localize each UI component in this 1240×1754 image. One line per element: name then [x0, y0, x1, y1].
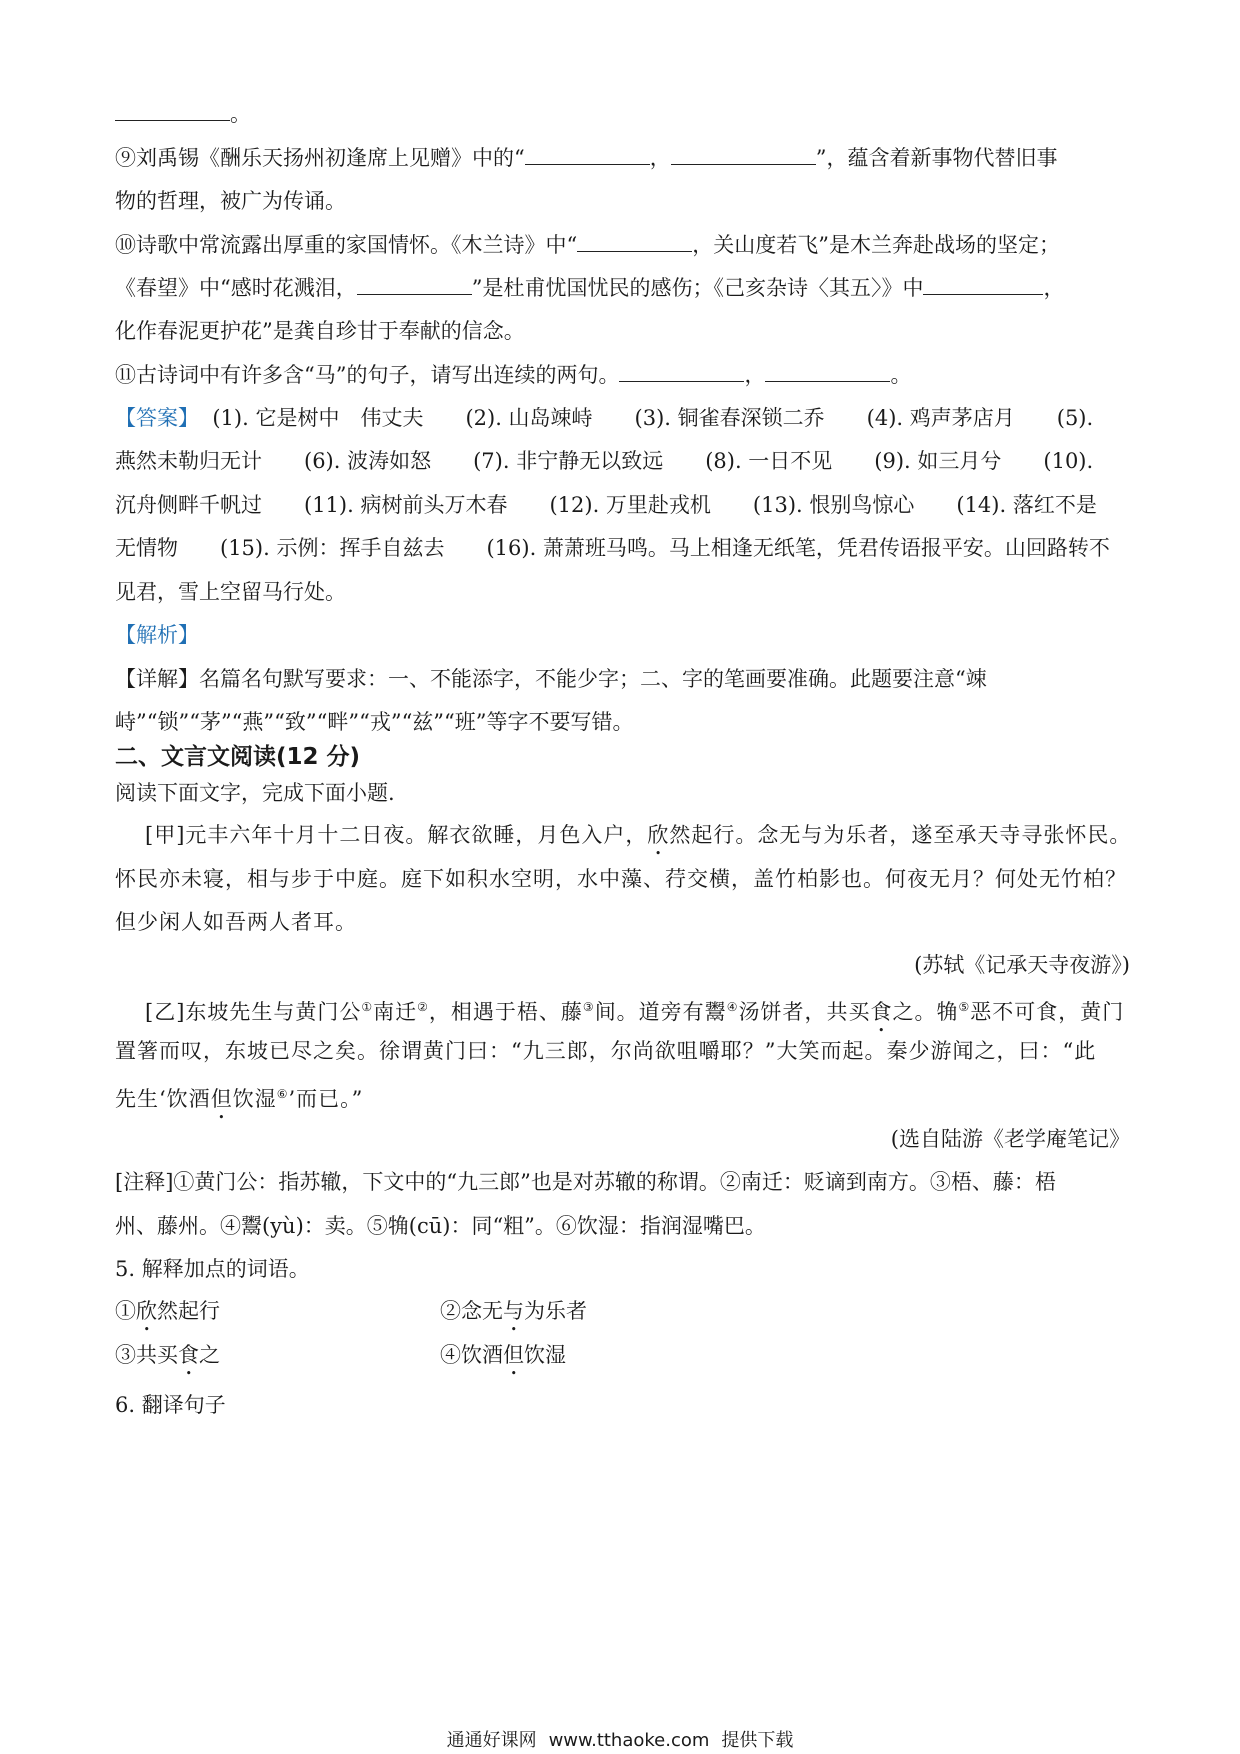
passage-a-line-2: 怀民亦未寝，相与步于中庭。庭下如积水空明，水中藻、荇交横，盖竹柏影也。何夜无月？何处无竹柏？ — [115, 867, 1127, 891]
passage-b-text: [乙]东坡先生与黄门公 — [145, 1000, 362, 1024]
passage-b-line-3 — [115, 1079, 1130, 1124]
footnote-mark: ④ — [726, 1000, 739, 1014]
q9-sep: ， — [649, 146, 671, 170]
section-instruction: 阅读下面文字，完成下面小题. — [115, 781, 395, 805]
q9-blank-1[interactable] — [525, 142, 650, 165]
q10-line-3: 化作春泥更护花”是龚自珍甘于奉献的信念。 — [115, 319, 525, 343]
answer-line-4: 无情物 (15). 示例：挥手自兹去 (16). 萧萧班马鸣。马上相逢无纸笔，凭君传语报平安。山回路转不 — [115, 536, 1110, 560]
footnote-mark: ③ — [582, 1000, 595, 1014]
q5-item-text: ① — [115, 1299, 136, 1323]
dotted-word: 欣 — [647, 823, 670, 847]
answer-line-1 — [115, 403, 1130, 433]
q11-end: 。 — [890, 363, 912, 387]
passage-b-line-2: 置箸而叹，东坡已尽之矣。徐谓黄门曰：“九三郎，尔尚欲咀嚼耶？”大笑而起。秦少游闻之，曰：“此 — [115, 1039, 1097, 1063]
section-heading: 二、文言文阅读(12 分) — [115, 744, 361, 770]
q10-text-2c: ， — [1043, 276, 1065, 300]
q10-blank-3[interactable] — [923, 272, 1043, 295]
q10-text-1b: ，关山度若飞”是木兰奔赴战场的坚定； — [692, 233, 1060, 257]
footnote-mark: ② — [417, 1000, 429, 1014]
passage-b-text: 汤饼者，共买 — [738, 1000, 871, 1024]
q11-line — [115, 359, 1130, 390]
passage-b-text: 之。觕 — [892, 1000, 959, 1024]
footnote-mark: ⑤ — [958, 1000, 971, 1014]
q11-text: ⑪古诗词中有许多含“马”的句子，请写出连续的两句。 — [115, 363, 620, 387]
passage-b-line-1 — [145, 992, 1160, 1037]
footnote-mark: ⑥ — [276, 1087, 289, 1101]
passage-a-line-1 — [145, 820, 1160, 860]
passage-a-text-1a: [甲]元丰六年十月十二日夜。解衣欲睡，月色入户， — [145, 823, 648, 847]
analysis-detail-1: 【详解】名篇名句默写要求：一、不能添字，不能少字；二、字的笔画要准确。此题要注意“竦 — [115, 667, 987, 691]
answer-blank[interactable] — [115, 98, 230, 121]
q5-item-text: ③共买 — [115, 1343, 178, 1367]
top-fragment-line — [115, 98, 1130, 129]
passage-b-text: 先生‘饮酒 — [115, 1087, 211, 1111]
q10-text-1a: ⑩诗歌中常流露出厚重的家国情怀。《木兰诗》中“ — [115, 233, 578, 257]
q9-line-2: 物的哲理，被广为传诵。 — [115, 189, 346, 213]
dotted-word: 食 — [178, 1343, 199, 1367]
notes-line-2: 州、藤州。④鬻(yù)：卖。⑤觕(cū)：同“粗”。⑥饮湿：指润湿嘴巴。 — [115, 1214, 766, 1238]
dotted-word: 食 — [870, 1000, 893, 1024]
q5-item-4 — [440, 1340, 740, 1380]
q10-text-2b: ”是杜甫忧国忧民的感伤；《己亥杂诗〈其五〉》中 — [471, 276, 924, 300]
q11-blank-1[interactable] — [619, 359, 744, 382]
answer-line-3: 沉舟侧畔千帆过 (11). 病树前头万木春 (12). 万里赴戎机 (13). 恨别鸟惊心 (14). 落红不是 — [115, 493, 1097, 517]
analysis-tag: 【解析】 — [115, 623, 199, 647]
q5-item-text: 然起行 — [157, 1299, 220, 1323]
q10-line-1 — [115, 229, 1130, 260]
page-footer — [0, 1726, 1240, 1752]
q5-item-3 — [115, 1340, 415, 1380]
passage-a-text-1b: 然起行。念无与为乐者，遂至承天寺寻张怀民。 — [669, 823, 1132, 847]
footer-site: 通通好课网 — [446, 1730, 537, 1751]
dotted-word: 与 — [503, 1299, 524, 1323]
passage-a-line-3: 但少闲人如吾两人者耳。 — [115, 910, 357, 934]
fragment-end: 。 — [230, 102, 251, 126]
q9-suffix: ”，蕴含着新事物代替旧事 — [815, 146, 1058, 170]
answer-tag: 【答案】 — [115, 406, 199, 430]
dotted-word: 但 — [503, 1343, 524, 1367]
dotted-word: 但 — [210, 1087, 233, 1111]
q10-blank-1[interactable] — [577, 229, 692, 252]
passage-b-text: 南迁 — [373, 1000, 418, 1024]
passage-b-text: ’而已。” — [288, 1087, 364, 1111]
q9-line-1 — [115, 142, 1130, 173]
q5-title: 5. 解释加点的词语。 — [115, 1257, 310, 1281]
notes-line-1: [注释]①黄门公：指苏辙，下文中的“九三郎”也是对苏辙的称谓。②南迁：贬谪到南方。③梧、藤：梧 — [115, 1170, 1056, 1194]
answer-text: (1). 它是树中 伟丈夫 (2). 山岛竦峙 (3). 铜雀春深锁二乔 (4). 鸡声茅店月 (5). — [212, 406, 1094, 430]
q9-prefix: ⑨刘禹锡《酬乐天扬州初逢席上见赠》中的“ — [115, 146, 525, 170]
passage-b-text: 恶不可食，黄门 — [970, 1000, 1125, 1024]
footnote-mark: ① — [361, 1000, 374, 1014]
passage-b-text: 饮湿 — [232, 1087, 277, 1111]
q11-blank-2[interactable] — [765, 359, 890, 382]
answer-line-5: 见君，雪上空留马行处。 — [115, 580, 346, 604]
passage-b-source: (选自陆游《老学庵笔记》 — [890, 1127, 1130, 1151]
footer-note: 提供下载 — [721, 1730, 794, 1751]
q5-item-text: ④饮酒 — [440, 1343, 503, 1367]
q5-item-2 — [440, 1296, 740, 1336]
q5-item-text: 之 — [199, 1343, 220, 1367]
passage-b-text: ，相遇于梧、藤 — [428, 1000, 583, 1024]
q5-item-text: 为乐者 — [524, 1299, 587, 1323]
q9-blank-2[interactable] — [671, 142, 816, 165]
passage-a-source: (苏轼《记承天寺夜游》) — [914, 953, 1130, 977]
passage-b-text: 间。道旁有鬻 — [594, 1000, 727, 1024]
q5-item-1 — [115, 1296, 415, 1336]
analysis-detail-2: 峙”“锁”“茅”“燕”“致”“畔”“戎”“兹”“班”等字不要写错。 — [115, 710, 634, 734]
q10-text-2a: 《春望》中“感时花溅泪， — [115, 276, 357, 300]
q10-line-2 — [115, 272, 1130, 303]
q10-blank-2[interactable] — [357, 272, 472, 295]
answer-line-2: 燕然未勒归无计 (6). 波涛如怒 (7). 非宁静无以致远 (8). 一日不见 (9). 如三月兮 (10). — [115, 449, 1094, 473]
q6-title: 6. 翻译句子 — [115, 1393, 226, 1417]
dotted-word: 欣 — [136, 1299, 157, 1323]
q11-sep: ， — [744, 363, 766, 387]
footer-url-link[interactable]: www.tthaoke.com — [548, 1730, 710, 1751]
q5-item-text: 饮湿 — [524, 1343, 566, 1367]
q5-item-text: ②念无 — [440, 1299, 503, 1323]
